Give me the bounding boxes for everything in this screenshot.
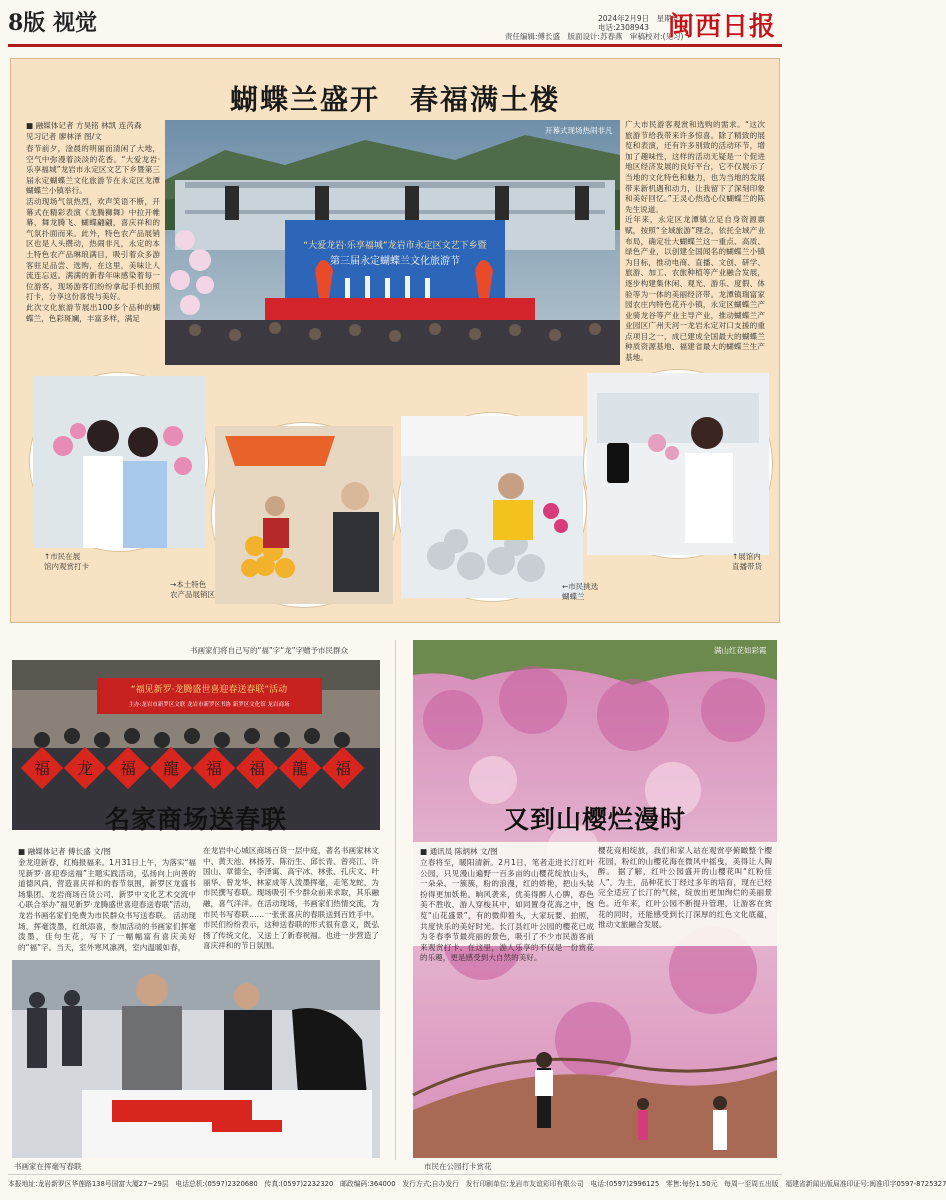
- photo-livestream: [584, 370, 772, 558]
- couplet-char: 龍: [162, 759, 180, 778]
- header-editors: 责任编辑:傅长盛 版面设计:苏春燕 审稿校对:(见习): [505, 32, 684, 41]
- couplet-char: 福: [119, 759, 137, 778]
- header-date: 2024年2月9日 星期五: [598, 14, 680, 23]
- feature-left-text: 春节前夕，淦晨的明丽而清闲了大地，空气中弥漫着淡淡的花香。“大爱龙岩·乐享福城”龙岩市永定区文艺下乡暨第三届永定蝴蝶兰文化旅游节在永定区龙潭蝴蝶兰小镇举行。 活动现场气氛热烈，欢声笑语不断，开幕式在精彩表演《龙腾狮舞》中拉开帷幕，舞龙腾飞、蝴蝶翩翩，喜庆祥和的气氛扑面而来。此外，特色农产品展销区也是人头攒动，热闹非凡，永定的本土特色农产品琳琅满目，吸引着众多游客驻足品尝、选购，在这里，美味让人流连忘返。满满的新春年味感染着每一位游客，现场游客们纷纷拿起手机拍照打卡，分享这份喜悦与美好。 此次文化旅游节展出100多个品种的蝴蝶兰，色彩斑斓，丰富多样，满足: [26, 144, 160, 323]
- couplet-text-col1: 金龙迎新春，红梅报福来。1月31日上午，为落实“福见新罗·喜迎春送福”主题实践活动，弘扬向上向善的道德风尚，营造喜庆祥和的春节氛围，新罗区龙盛书场集团、龙岩商场百货公司、新罗中文化艺术交流中心联合举办“福见新罗·龙腾盛世喜迎春送春联”活动，龙岩书画名家们免费为市民群众书写送春联。 活动现场，挥毫泼墨，红纸添喜，参加活动的书画家们挥毫泼墨，佳句生花，写下了一幅幅富有喜庆美好的“福”字。当天，室外寒风凛冽，室内温暖如春，: [18, 858, 196, 952]
- cherry-section-title: 又到山樱烂漫时: [503, 805, 686, 834]
- header-phone: 电话:2308943: [598, 23, 649, 32]
- feature-main-caption: 开幕式现场热闹非凡: [545, 126, 613, 135]
- couplet-banner-line1: “福见新罗·龙腾盛世喜迎春送春联”活动: [130, 685, 288, 695]
- header-rule: [8, 44, 782, 47]
- festival-main-photo: [165, 120, 620, 365]
- couplet-banner-line2: 主办:龙岩市新罗区文联 龙岩市新罗区书协 新罗区文化馆 龙岩商场: [128, 702, 290, 708]
- photo-local-products: [212, 423, 396, 607]
- couplet-char: 龍: [291, 759, 309, 778]
- newspaper-logo: 闽西日报: [667, 12, 776, 42]
- photo-local-products-svg: [215, 426, 393, 604]
- cherry-top-caption: 满山红花如彩霞: [714, 646, 767, 655]
- column-divider: [395, 640, 396, 1160]
- couplet-char: 福: [248, 759, 266, 778]
- couplet-top-caption: 书画家们将自己写的“福”字“龙”字赠予市民群众: [190, 646, 349, 655]
- couplet-char: 福: [205, 759, 223, 778]
- caption-orchid: ←市民挑选 蝴蝶兰: [562, 582, 599, 601]
- photo-orchid-selection-svg: [401, 416, 583, 598]
- couplet-char: 福: [33, 759, 51, 778]
- couplet-char: 福: [334, 759, 352, 778]
- festival-main-photo-svg: [165, 120, 620, 365]
- photo-orchid-selection: [398, 413, 586, 601]
- cherry-caption: 市民在公园打卡赏花: [424, 1162, 492, 1171]
- feature-title: 蝴蝶兰盛开 春福满土楼: [229, 83, 560, 116]
- caption-visitors: ↑市民在展 馆内观赏打卡: [44, 552, 89, 571]
- feature-byline: ■ 融媒体记者 方昊铭 林凯 连芮森 见习记者 廖林泽 图/文: [26, 121, 142, 141]
- calligraphy-photo-svg: [12, 960, 380, 1158]
- cherry-text-col1: 立春将至，暖阳清新。2月1日，笔者走进长汀红叶公园，只见漫山遍野一百多亩的山樱花绽放山头，一朵朵、一簇簇，粉的浪漫，红的娇艳，把山头装扮得更加妖艳。晌风袭来，优美得醉人心脾，春色美不胜收，游人穿梭其中，如同置身花海之中，饱览“山花盛景”，有的微仰着头，大家玩要、拍照，共度快乐的美好时光。长汀县红叶公园的樱花已成为冬春季节最亮丽的景色，吸引了不少市民游客前来观赏打卡。在这里，游人乐享的不仅是一份赏花的乐趣，更是感受到大自然的美好。: [420, 858, 594, 963]
- feature-right-text: 广大市民游客观赏和选购的需求。“这次旅游节给我带来许多惊喜。除了精致的展览和表演，还有许多别致的活动环节，增加了趣味性，这样的活动无疑是一个促进地区经济发展的良好平台，它不仅展示了当地的文化特色和魅力，也为当地的发展带来新机遇和动力，让我留下了深刻印象和美好回忆。”王灵心热选心仪蝴蝶兰的陈先生说道。 近年来，永定区龙潭镇立足自身资源禀赋，按照“全域旅游”理念，依托全域产业布局，确定壮大蝴蝶兰这一重点、高质、绿色产业，以创建全国闻名的蝴蝶兰小镇为目标，推动电商、直播、文创、研学、旅游、加工、农旅种植等产业融合发展，逐步构建集休闲、观光、游乐、度假、体验等为一体的美丽经济带。龙潭镇瑞富家园农庄内特色花卉小镇，永定区蝴蝶兰产业骑龙谷等产业主导产业，推动蝴蝶兰产业园区广州天河一龙岩永定对口支援的重点项目之一，成已建成全国最大的蝴蝶兰种质资源基地、福建省最大的蝴蝶兰生产基地。: [625, 120, 765, 363]
- caption-products: →本土特色 农产品展销区: [170, 580, 215, 599]
- couplet-section-title: 名家商场送春联: [104, 805, 287, 834]
- page-number-label: 8版: [8, 10, 46, 36]
- footer-rule: [8, 1174, 782, 1175]
- section-name: 视觉: [52, 11, 97, 36]
- stage-banner-line2: 第三届永定蝴蝶兰文化旅游节: [330, 256, 460, 267]
- calligraphy-photo: [12, 960, 380, 1158]
- cherry-byline: ■ 通讯员 陈炳林 文/图: [420, 847, 498, 856]
- stage-banner-line1: “大爱龙岩·乐享福城”龙岩市永定区文艺下乡暨: [303, 241, 487, 251]
- couplet-byline: ■ 融媒体记者 傅长盛 文/图: [18, 847, 111, 856]
- photo-livestream-svg: [587, 373, 769, 555]
- couplet-char: 龙: [76, 759, 94, 778]
- photo-visitors-selfie-svg: [33, 376, 205, 548]
- calligraphy-caption: 书画家在挥毫写春联: [14, 1162, 82, 1171]
- page-number: [8, 6, 97, 37]
- couplet-text-col2: 在龙岩中心城区商场百货一层中庭，著名书画家林文中、黄天池、林扬芳、陈衍生、邱长青、曾亮江、许国山、章德全、李泽寓、高宇冰、林张、孔庆文、叶丽华、曾龙华、林家成等人泼墨挥毫，走笔龙蛇，为市民撰写春联。现场吸引不少群众前来求取，其乐融融，喜气洋洋。在活动现场，书画家们热情交流，为市民书写春联……一张张喜庆的春联送到百姓手中。市民们纷纷表示，这种送春联的形式很有意义，既弘扬了传统文化，又送上了新春祝福。也进一步营造了喜庆祥和的节日氛围。: [203, 846, 379, 951]
- header-date-block: [598, 14, 679, 32]
- cherry-text-col2: 樱花竞相绽放，我们和家人站在观赏亭俯瞰整个樱花园，粉红的山樱花海在微风中摇曳，美得让人陶醉。 据了解，红叶公园盛开的山樱花叫“红粉佳人”，为主，品种花长丁经过多年的培育，现在已经完全适应了长汀的气候，绽放出更加绚烂的美丽景色。近年来，红叶公园不断提升管理，让游客在赏花的同时，还能感受到长汀深厚的红色文化底蕴，推动文旅融合发展。: [598, 846, 772, 930]
- footer-info: 本报地址:龙岩新罗区华莲路138号国富大厦27~29层 电话总机:(0597)2320680 传真:(0597)2232320 邮政编码:364000 发行方式:自办发行 发行印刷单位:龙岩市友谊彩印有限公司 电话:(0597)2996125 零售:每份1.50元 每周一至周五出版 福建省新闻出版局准印证号:闽准印字0597-8725327: [8, 1180, 946, 1188]
- caption-livestream: ↑展馆内 直播带货: [732, 552, 762, 571]
- photo-visitors-selfie: [30, 373, 208, 551]
